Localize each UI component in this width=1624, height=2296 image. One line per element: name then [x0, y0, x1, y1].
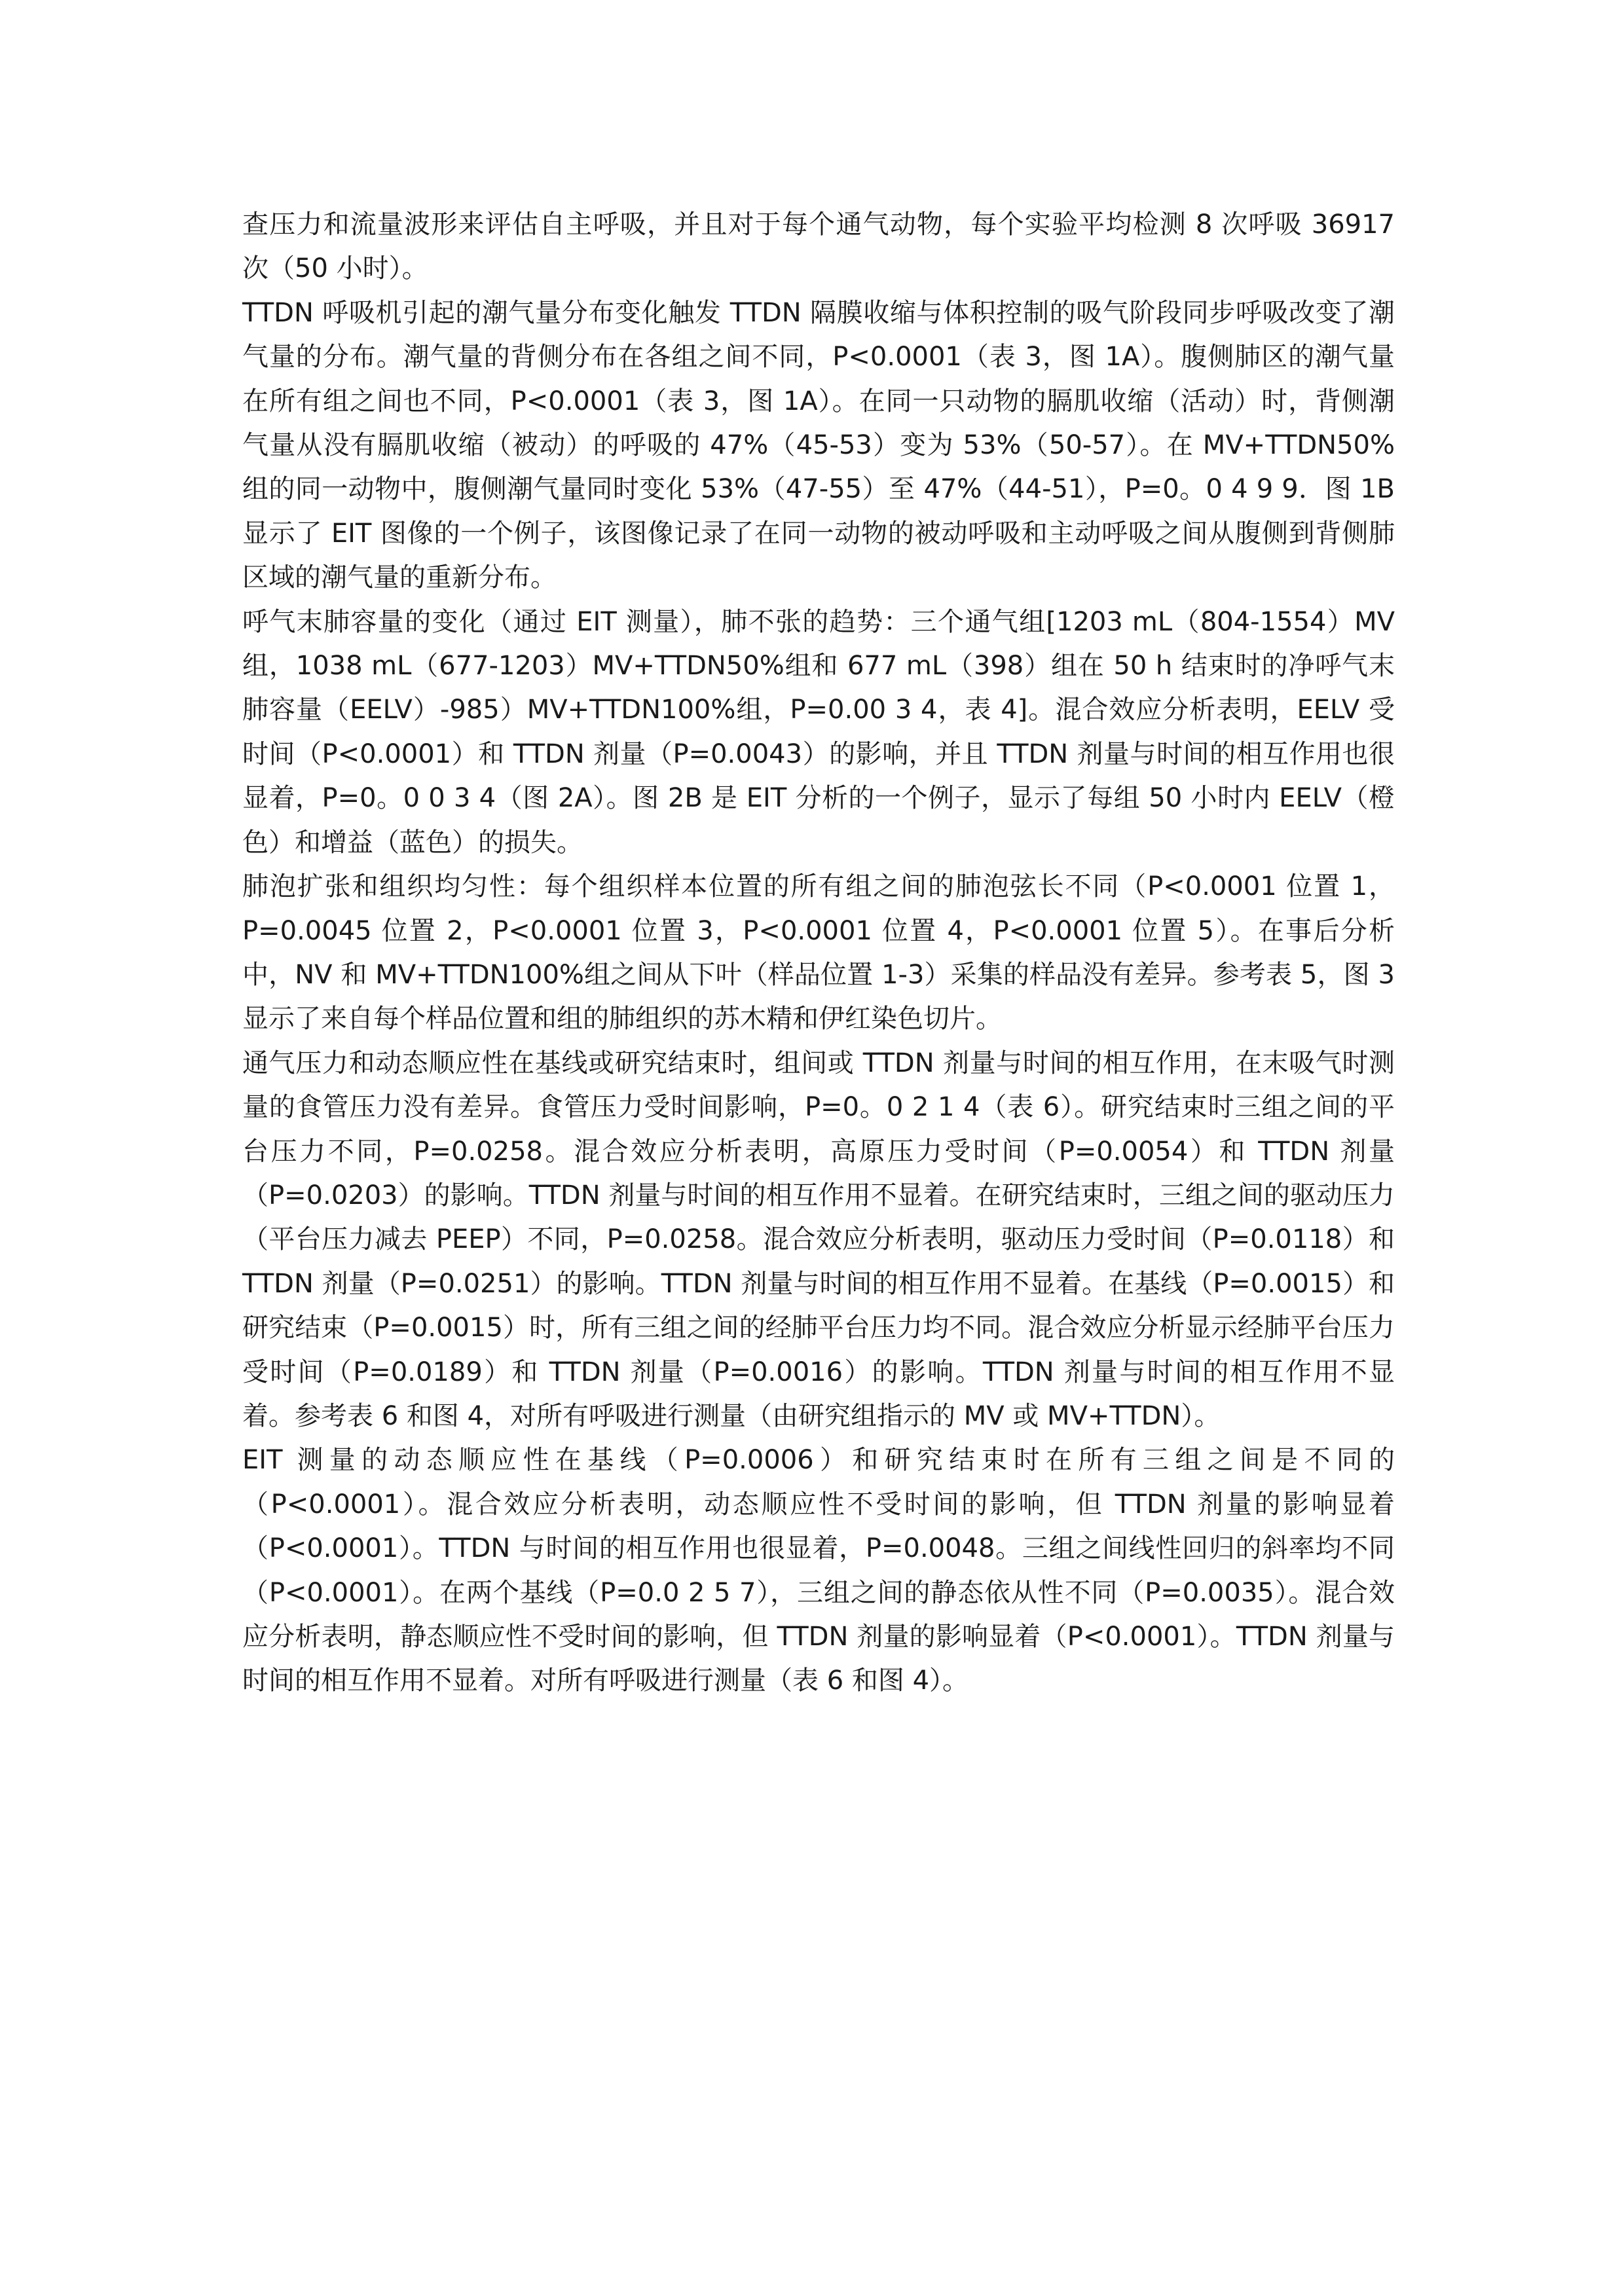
body-text	[242, 203, 1395, 1704]
paragraph-6: EIT 测量的动态顺应性在基线（P=0.0006）和研究结束时在所有三组之间是不同的（P<0.0001）。混合效应分析表明，动态顺应性不受时间的影响，但 TTDN 剂量的影响显着（P<0.0001）。TTDN 与时间的相互作用也很显着，P=0.0048。三组之间线性回归的斜率均不同（P<0.0001）。在两个基线（P=0.0 2 5 7），三组之间的静态依从性不同（P=0.0035）。混合效应分析表明，静态顺应性不受时间的影响，但 TTDN 剂量的影响显着（P<0.0001）。TTDN 剂量与时间的相互作用不显着。对所有呼吸进行测量（表 6 和图 4）。	[242, 1445, 1395, 1696]
paragraph-2: TTDN 呼吸机引起的潮气量分布变化触发 TTDN 隔膜收缩与体积控制的吸气阶段同步呼吸改变了潮气量的分布。潮气量的背侧分布在各组之间不同，P<0.0001（表 3，图 1A）。腹侧肺区的潮气量在所有组之间也不同，P<0.0001（表 3，图 1A）。在同一只动物的膈肌收缩（活动）时，背侧潮气量从没有膈肌收缩（被动）的呼吸的 47%（45-53）变为 53%（50-57）。在 MV+TTDN50%组的同一动物中，腹侧潮气量同时变化 53%（47-55）至 47%（44-51），P=0。0 4 9 9．图 1B 显示了 EIT 图像的一个例子，该图像记录了在同一动物的被动呼吸和主动呼吸之间从腹侧到背侧肺区域的潮气量的重新分布。	[242, 297, 1395, 593]
paragraph-4: 肺泡扩张和组织均匀性：每个组织样本位置的所有组之间的肺泡弦长不同（P<0.0001 位置 1，P=0.0045 位置 2，P<0.0001 位置 3，P<0.0001 位置 4，P<0.0001 位置 5）。在事后分析中，NV 和 MV+TTDN100%组之间从下叶（样品位置 1-3）采集的样品没有差异。参考表 5，图 3 显示了来自每个样品位置和组的肺组织的苏木精和伊红染色切片。	[242, 871, 1395, 1034]
paragraph-3: 呼气末肺容量的变化（通过 EIT 测量），肺不张的趋势：三个通气组[1203 mL（804-1554）MV 组，1038 mL（677-1203）MV+TTDN50%组和 677 mL（398）组在 50 h 结束时的净呼气末肺容量（EELV）-985）MV+TTDN100%组，P=0.00 3 4，表 4]。混合效应分析表明，EELV 受时间（P<0.0001）和 TTDN 剂量（P=0.0043）的影响，并且 TTDN 剂量与时间的相互作用也很显着，P=0。0 0 3 4（图 2A）。图 2B 是 EIT 分析的一个例子，显示了每组 50 小时内 EELV（橙色）和增益（蓝色）的损失。	[242, 606, 1395, 858]
paragraph-5: 通气压力和动态顺应性在基线或研究结束时，组间或 TTDN 剂量与时间的相互作用，在末吸气时测量的食管压力没有差异。食管压力受时间影响，P=0。0 2 1 4（表 6）。研究结束时三组之间的平台压力不同，P=0.0258。混合效应分析表明，高原压力受时间（P=0.0054）和 TTDN 剂量（P=0.0203）的影响。TTDN 剂量与时间的相互作用不显着。在研究结束时，三组之间的驱动压力（平台压力减去 PEEP）不同，P=0.0258。混合效应分析表明，驱动压力受时间（P=0.0118）和 TTDN 剂量（P=0.0251）的影响。TTDN 剂量与时间的相互作用不显着。在基线（P=0.0015）和研究结束（P=0.0015）时，所有三组之间的经肺平台压力均不同。混合效应分析显示经肺平台压力受时间（P=0.0189）和 TTDN 剂量（P=0.0016）的影响。TTDN 剂量与时间的相互作用不显着。参考表 6 和图 4，对所有呼吸进行测量（由研究组指示的 MV 或 MV+TTDN）。	[242, 1048, 1395, 1431]
paragraph-1: 查压力和流量波形来评估自主呼吸，并且对于每个通气动物，每个实验平均检测 8 次呼吸 36917 次（50 小时）。	[242, 210, 1395, 284]
